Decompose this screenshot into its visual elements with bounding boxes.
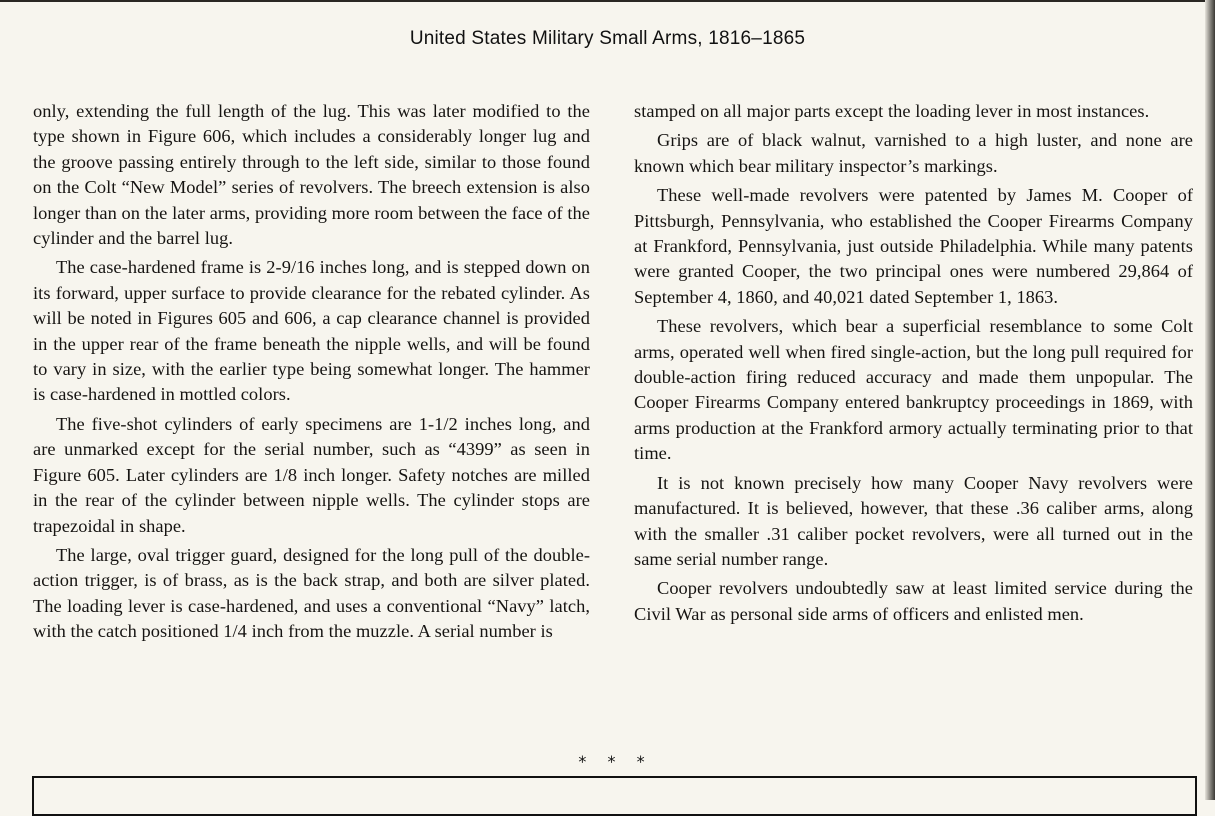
paragraph-service: Cooper revolvers undoubtedly saw at least limited service during the Civil War as personal side arms of officers and enlisted men. — [634, 578, 1193, 624]
page-binding-edge — [1205, 0, 1215, 800]
paragraph-patents: These well-made revolvers were patented by James M. Cooper of Pittsburgh, Pennsylvania, who established the Cooper Firearms Company at Frankford, Pennsylvania, just outside Philadelphia. While many patents were granted Cooper, the two principal ones were numbered 29,864 of September 4, 1860, and 40,021 dated September 1, 1863. — [634, 185, 1193, 307]
paragraph-continued: only, extending the full length of the lug. This was later modified to the type shown in Figure 606, which includes a considerably longer lug and the groove passing entirely through to the left side, similar to those found on the Colt “New Model” series of revolvers. The breech extension is also longer than on the later arms, providing more room between the face of the cylinder and the barrel lug. — [33, 101, 590, 249]
paragraph-stamped: stamped on all major parts except the loading lever in most instances. — [634, 101, 1150, 121]
paragraph-cylinders: The five-shot cylinders of early specimens are 1-1/2 inches long, and are unmarked except for the serial number, such as “4399” as seen in Figure 605. Later cylinders are 1/8 inch longer. Safety notches are milled in the rear of the cylinder between nipple wells. The cylinder stops are trapezoidal in shape. — [33, 413, 590, 536]
right-column — [634, 99, 1193, 627]
caption-box-border — [32, 776, 1197, 816]
paragraph-trigger-guard: The large, oval trigger guard, designed for the long pull of the double-action trigger, is of brass, as is the back strap, and both are silver plated. The loading lever is case-hardened, and uses a conventional “Navy” latch, with the catch positioned 1/4 inch from the muzzle. A serial number is — [33, 544, 590, 642]
running-head: United States Military Small Arms, 1816–1865 — [409, 28, 806, 49]
section-break-asterisks: * * * — [578, 752, 653, 771]
page-top-edge — [0, 0, 1215, 2]
paragraph-grips: Grips are of black walnut, varnished to a high luster, and none are known which bear military inspector’s markings. — [634, 130, 1193, 176]
paragraph-resemblance: These revolvers, which bear a superficial resemblance to some Colt arms, operated well when fired single-action, but the long pull required for double-action firing reduced accuracy and made them unpopular. The Cooper Firearms Company entered bankruptcy proceedings in 1869, with arms production at the Frankford armory actually terminating prior to that time. — [634, 316, 1193, 464]
paragraph-production: It is not known precisely how many Cooper Navy revolvers were manufactured. It is believed, however, that these .36 caliber arms, along with the smaller .31 caliber pocket revolvers, were all turned out in the same serial number range. — [634, 472, 1193, 569]
left-column — [33, 99, 590, 645]
paragraph-frame: The case-hardened frame is 2-9/16 inches long, and is stepped down on its forward, upper surface to provide clearance for the rebated cylinder. As will be noted in Figures 605 and 606, a cap clearance channel is provided in the upper rear of the frame beneath the nipple wells, and will be found to vary in size, with the earlier type being somewhat longer. The hammer is case-hardened in mottled colors. — [33, 257, 590, 405]
